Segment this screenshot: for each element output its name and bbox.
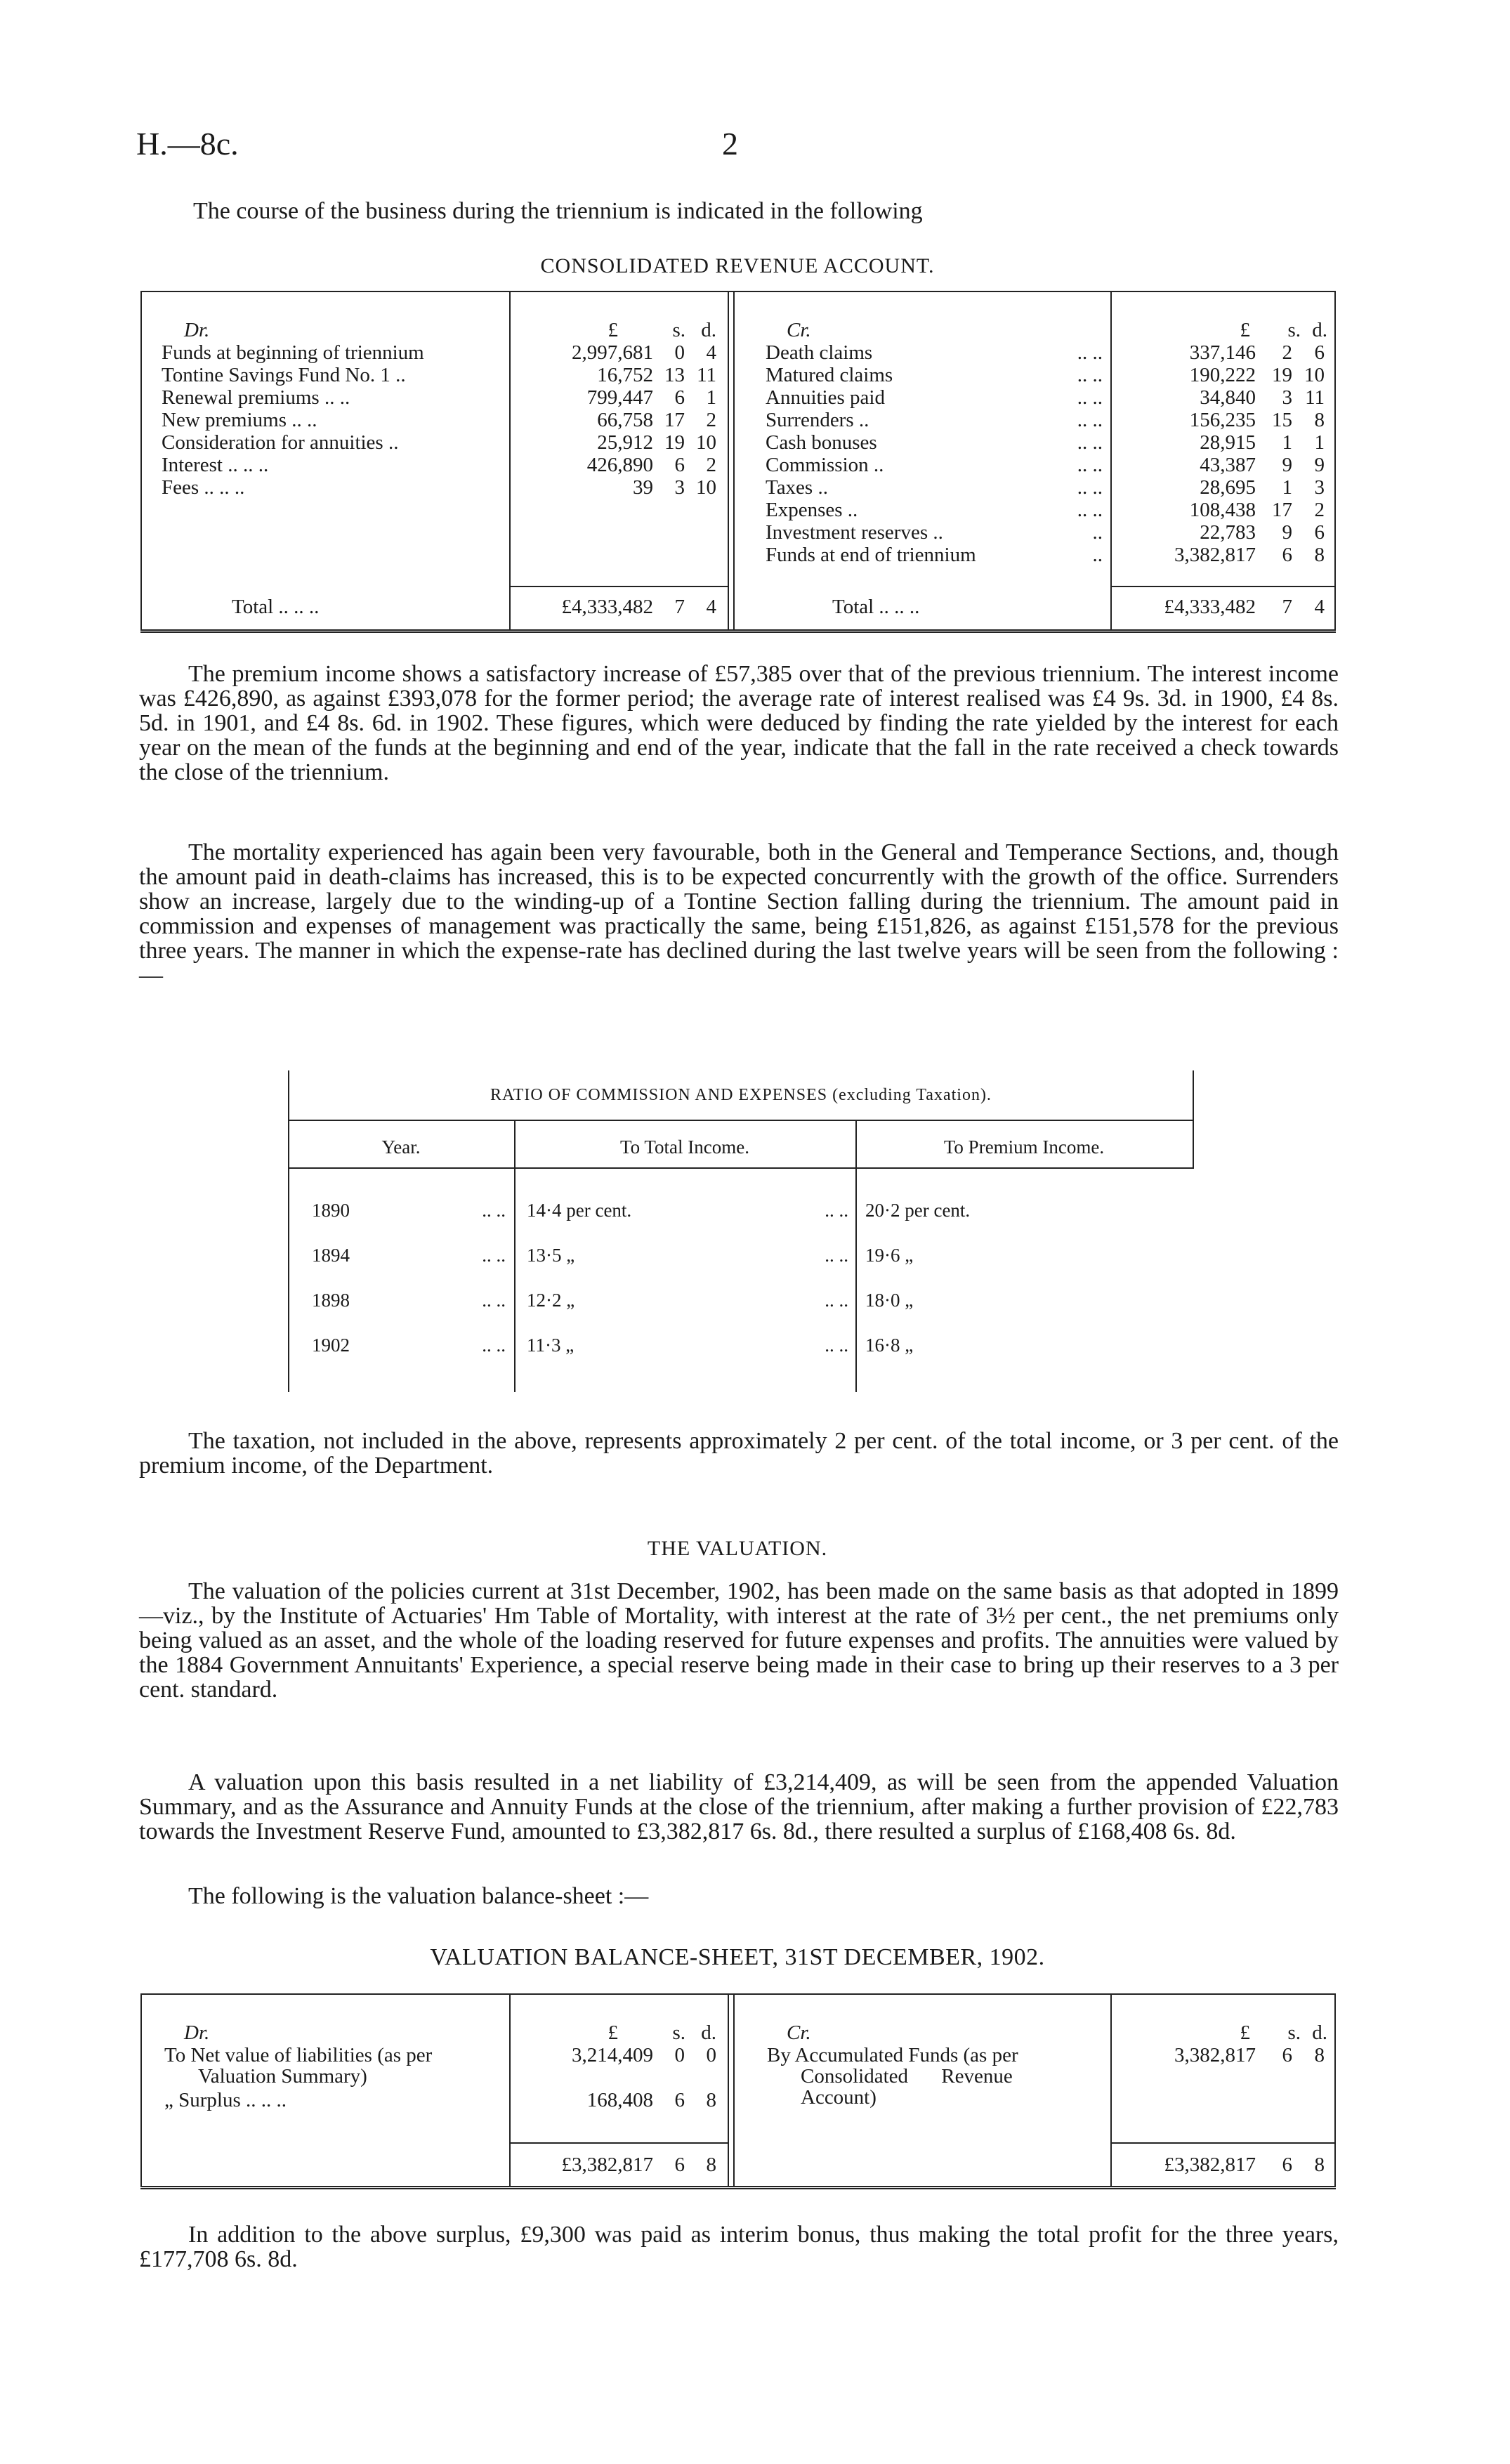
cr-pence: 6 bbox=[1314, 521, 1325, 544]
cr-shillings: 15 bbox=[1272, 409, 1292, 431]
total-income-cell: 12·2 „ bbox=[527, 1290, 575, 1311]
dr-row-label: Interest .. .. .. bbox=[162, 454, 269, 476]
premium-income-cell: 20·2 per cent. bbox=[865, 1200, 971, 1221]
cr-row-label: Matured claims bbox=[766, 364, 893, 386]
cr-pence: 3 bbox=[1314, 476, 1325, 499]
cr-shillings: 3 bbox=[1282, 386, 1292, 409]
total-income-column-header: To Total Income. bbox=[620, 1136, 749, 1158]
bs-dr-surplus-shillings: 6 bbox=[674, 2089, 685, 2111]
dr-row-label: Tontine Savings Fund No. 1 .. bbox=[162, 364, 406, 386]
cr-row-label: Expenses .. bbox=[766, 499, 858, 521]
paragraph-valuation-result: A valuation upon this basis resulted in a net liability of £3,214,409, as will be seen from the appended Valuation Summary, and as the Assurance and Annuity Funds at the close of the triennium, after making a further provision of £22,783 towards the Investment Reserve Fund, amounted to £3,382,817 6s. 8d., there resulted a surplus of £168,408 6s. 8d. bbox=[139, 1769, 1339, 1844]
cr-pounds: 28,695 bbox=[1200, 476, 1256, 499]
bs-dr-line2: Valuation Summary) bbox=[198, 2065, 367, 2088]
bs-cr-total-pence: 8 bbox=[1314, 2154, 1325, 2176]
cr-pence: 9 bbox=[1314, 454, 1325, 476]
cr-total-label: Total .. .. .. bbox=[832, 596, 920, 618]
dr-label: Dr. bbox=[184, 319, 210, 341]
cr-shillings: 9 bbox=[1282, 454, 1292, 476]
paragraph-valuation-basis: The valuation of the policies current at 31st December, 1902, has been made on the same basis as that adopted in 1899—viz., by the Institute of Actuaries' Hm Table of Mortality, with interest at the rate of 3½ per cent., the net premiums only being valued as an asset, and the whole of the loading reserved for future expenses and profits. The annuities were valued by the 1884 Government Annuitants' Experience, a special reserve being made in their case to bring up their reserves to a 3 per cent. standard. bbox=[139, 1578, 1339, 1703]
premium-income-cell: 18·0 „ bbox=[865, 1290, 914, 1311]
revenue-account-title: CONSOLIDATED REVENUE ACCOUNT. bbox=[540, 254, 935, 277]
cr-pence: 8 bbox=[1314, 409, 1325, 431]
dr-pounds: 16,752 bbox=[597, 364, 653, 386]
cr-pence: 6 bbox=[1314, 341, 1325, 364]
cr-total-pence: 4 bbox=[1314, 596, 1325, 618]
revenue-account-table bbox=[140, 291, 1336, 633]
cr-pence: 11 bbox=[1305, 386, 1325, 409]
dr-pounds: 66,758 bbox=[597, 409, 653, 431]
valuation-balance-sheet bbox=[140, 1993, 1336, 2189]
dr-row-label: Fees .. .. .. bbox=[162, 476, 245, 499]
dr-pence: 2 bbox=[706, 409, 716, 431]
dr-row-label: Renewal premiums .. .. bbox=[162, 386, 350, 409]
dr-pence: 1 bbox=[706, 386, 716, 409]
bs-pence-header: d. bbox=[701, 2021, 716, 2044]
cr-pounds: 3,382,817 bbox=[1174, 544, 1256, 566]
bs-cr-line2: Consolidated Revenue bbox=[801, 2065, 1013, 2088]
dr-total-label: Total .. .. .. bbox=[232, 596, 320, 618]
cr-shillings: 1 bbox=[1282, 476, 1292, 499]
dr-pounds: 2,997,681 bbox=[572, 341, 653, 364]
cr-row-label: Funds at end of triennium bbox=[766, 544, 976, 566]
cr-total-pounds: £4,333,482 bbox=[1164, 596, 1256, 618]
cr-row-label: Death claims bbox=[766, 341, 873, 364]
dr-pence: 2 bbox=[706, 454, 716, 476]
dr-row-label: New premiums .. .. bbox=[162, 409, 317, 431]
bs-cr-funds-pence: 8 bbox=[1314, 2044, 1325, 2066]
year-column-header: Year. bbox=[381, 1136, 421, 1158]
cr-row-dots: .. .. bbox=[1077, 454, 1103, 476]
dr-shillings: 13 bbox=[664, 364, 685, 386]
bs-cr-pence-header: d. bbox=[1312, 2021, 1327, 2044]
paragraph-taxation: The taxation, not included in the above, represents approximately 2 per cent. of the total income, or 3 per cent. of the premium income, of the Department. bbox=[139, 1428, 1339, 1479]
dr-pence: 10 bbox=[696, 476, 716, 499]
dr-pounds: 25,912 bbox=[597, 431, 653, 454]
total-dots: .. .. bbox=[825, 1200, 848, 1221]
document-reference: H.—8c. bbox=[136, 126, 239, 162]
cr-row-dots: .. .. bbox=[1077, 431, 1103, 454]
cr-shillings: 17 bbox=[1272, 499, 1292, 521]
ratio-table-title: RATIO OF COMMISSION AND EXPENSES (excluding Taxation). bbox=[490, 1086, 992, 1104]
bs-cr-total-shillings: 6 bbox=[1282, 2154, 1292, 2176]
dr-total-pence: 4 bbox=[706, 596, 716, 618]
bs-dr-liabilities-pence: 0 bbox=[706, 2044, 716, 2066]
cr-pounds: 34,840 bbox=[1200, 386, 1256, 409]
bs-dr-total-pounds: £3,382,817 bbox=[561, 2154, 653, 2176]
total-income-cell: 14·4 per cent. bbox=[527, 1200, 632, 1221]
cr-shillings: 1 bbox=[1282, 431, 1292, 454]
cr-row-label: Investment reserves .. bbox=[766, 521, 943, 544]
dr-shillings: 3 bbox=[674, 476, 685, 499]
cr-shillings: 6 bbox=[1282, 544, 1292, 566]
dr-pounds: 799,447 bbox=[586, 386, 653, 409]
cr-row-dots: .. .. bbox=[1077, 499, 1103, 521]
cr-row-label: Annuities paid bbox=[766, 386, 885, 409]
cr-shillings: 19 bbox=[1272, 364, 1292, 386]
dr-pence: 4 bbox=[706, 341, 716, 364]
year-dots: .. .. bbox=[482, 1245, 506, 1266]
total-dots: .. .. bbox=[825, 1335, 848, 1356]
balance-sheet-title: VALUATION BALANCE-SHEET, 31ST DECEMBER, 1902. bbox=[430, 1944, 1045, 1970]
premium-income-cell: 16·8 „ bbox=[865, 1335, 914, 1356]
cr-shillings: 2 bbox=[1282, 341, 1292, 364]
cr-row-label: Surrenders .. bbox=[766, 409, 869, 431]
bs-dr-surplus-pounds: 168,408 bbox=[586, 2089, 653, 2111]
cr-pence: 1 bbox=[1314, 431, 1325, 454]
dr-pence: 11 bbox=[697, 364, 716, 386]
premium-income-column-header: To Premium Income. bbox=[943, 1136, 1105, 1158]
year-cell: 1898 bbox=[312, 1290, 350, 1311]
page-number: 2 bbox=[722, 126, 738, 162]
total-dots: .. .. bbox=[825, 1290, 848, 1311]
cr-row-dots: .. .. bbox=[1077, 341, 1103, 364]
cr-row-dots: .. bbox=[1092, 544, 1103, 566]
dr-row-label: Consideration for annuities .. bbox=[162, 431, 399, 454]
cr-shillings: 9 bbox=[1282, 521, 1292, 544]
cr-pounds: 28,915 bbox=[1200, 431, 1256, 454]
cr-shilling-header: s. bbox=[1287, 319, 1301, 341]
bs-dr-surplus-pence: 8 bbox=[706, 2089, 716, 2111]
cr-pounds: 190,222 bbox=[1189, 364, 1256, 386]
dr-row-label: Funds at beginning of triennium bbox=[162, 341, 424, 364]
bs-cr-total-pounds: £3,382,817 bbox=[1164, 2154, 1256, 2176]
cr-row-label: Taxes .. bbox=[766, 476, 828, 499]
paragraph-mortality: The mortality experienced has again been very favourable, both in the General and Temperance Sections, and, though the amount paid in death-claims has increased, this is to be expected concurrently with the growth of the office. Surrenders show an increase, largely due to the winding-up of a Tontine Section falling during the triennium. The amount paid in commission and expenses of management was practically the same, being £151,826, as against £151,578 for the previous three years. The manner in which the expense-rate has declined during the last twelve years will be seen from the following :— bbox=[139, 839, 1339, 988]
cr-label: Cr. bbox=[787, 319, 811, 341]
year-cell: 1902 bbox=[312, 1335, 350, 1356]
cr-row-dots: .. bbox=[1092, 521, 1103, 544]
cr-pounds: 337,146 bbox=[1189, 341, 1256, 364]
bs-dr-liabilities-shillings: 0 bbox=[674, 2044, 685, 2066]
cr-row-dots: .. .. bbox=[1077, 409, 1103, 431]
bs-cr-funds-pounds: 3,382,817 bbox=[1174, 2044, 1256, 2066]
dr-total-pounds: £4,333,482 bbox=[561, 596, 653, 618]
cr-pence: 8 bbox=[1314, 544, 1325, 566]
bs-dr-total-pence: 8 bbox=[706, 2154, 716, 2176]
cr-pence-header: d. bbox=[1312, 319, 1327, 341]
bs-dr-liabilities-pounds: 3,214,409 bbox=[572, 2044, 653, 2066]
bs-cr-pound-header: £ bbox=[1240, 2021, 1250, 2044]
cr-total-shillings: 7 bbox=[1282, 596, 1292, 618]
intro-text: The course of the business during the triennium is indicated in the following bbox=[193, 198, 923, 224]
cr-pound-header: £ bbox=[1240, 319, 1250, 341]
bs-dr-total-shillings: 6 bbox=[674, 2154, 685, 2176]
cr-row-label: Commission .. bbox=[766, 454, 884, 476]
paragraph-balance-sheet-intro: The following is the valuation balance-sheet :— bbox=[188, 1883, 649, 1909]
cr-row-dots: .. .. bbox=[1077, 364, 1103, 386]
pound-header: £ bbox=[608, 319, 618, 341]
bs-dr-line1: To Net value of liabilities (as per bbox=[164, 2044, 433, 2066]
ratio-table bbox=[288, 1070, 1194, 1392]
dr-shillings: 0 bbox=[674, 341, 685, 364]
cr-pounds: 108,438 bbox=[1189, 499, 1256, 521]
dr-shillings: 19 bbox=[664, 431, 685, 454]
dr-shillings: 17 bbox=[664, 409, 685, 431]
shilling-header: s. bbox=[672, 319, 685, 341]
bs-pound-header: £ bbox=[608, 2021, 618, 2044]
cr-pounds: 22,783 bbox=[1200, 521, 1256, 544]
dr-shillings: 6 bbox=[674, 454, 685, 476]
cr-row-label: Cash bonuses bbox=[766, 431, 877, 454]
year-dots: .. .. bbox=[482, 1335, 506, 1356]
bs-cr-shilling-header: s. bbox=[1287, 2021, 1301, 2044]
cr-pounds: 156,235 bbox=[1189, 409, 1256, 431]
cr-pence: 10 bbox=[1304, 364, 1325, 386]
dr-total-shillings: 7 bbox=[674, 596, 685, 618]
bs-cr-line1: By Accumulated Funds (as per bbox=[767, 2044, 1018, 2066]
cr-row-dots: .. .. bbox=[1077, 386, 1103, 409]
dr-pence: 10 bbox=[696, 431, 716, 454]
bs-dr-line3: „ Surplus .. .. .. bbox=[164, 2089, 287, 2111]
cr-pence: 2 bbox=[1314, 499, 1325, 521]
paragraph-premium-income: The premium income shows a satisfactory increase of £57,385 over that of the previous triennium. The interest income was £426,890, as against £393,078 for the former period; the average rate of interest realised was £4 9s. 3d. in 1900, £4 8s. 5d. in 1901, and £4 8s. 6d. in 1902. These figures, which were deduced by finding the rate yielded by the interest for each year on the mean of the funds at the beginning and end of the year, indicate that the fall in the rate received a check towards the close of the triennium. bbox=[139, 661, 1339, 785]
year-dots: .. .. bbox=[482, 1200, 506, 1221]
bs-shilling-header: s. bbox=[672, 2021, 685, 2044]
year-dots: .. .. bbox=[482, 1290, 506, 1311]
cr-pounds: 43,387 bbox=[1200, 454, 1256, 476]
year-cell: 1894 bbox=[312, 1245, 350, 1266]
dr-shillings: 6 bbox=[674, 386, 685, 409]
bs-cr-line3: Account) bbox=[801, 2086, 877, 2109]
total-income-cell: 13·5 „ bbox=[527, 1245, 575, 1266]
valuation-heading: THE VALUATION. bbox=[647, 1537, 828, 1560]
dr-pounds: 426,890 bbox=[586, 454, 653, 476]
dr-pounds: 39 bbox=[633, 476, 653, 499]
premium-income-cell: 19·6 „ bbox=[865, 1245, 914, 1266]
bs-cr-funds-shillings: 6 bbox=[1282, 2044, 1292, 2066]
total-income-cell: 11·3 „ bbox=[527, 1335, 575, 1356]
pence-header: d. bbox=[701, 319, 716, 341]
bs-dr-label: Dr. bbox=[184, 2021, 210, 2044]
bs-cr-label: Cr. bbox=[787, 2021, 811, 2044]
paragraph-interim-bonus: In addition to the above surplus, £9,300 was paid as interim bonus, thus making the total profit for the three years, £177,708 6s. 8d. bbox=[139, 2222, 1339, 2272]
total-dots: .. .. bbox=[825, 1245, 848, 1266]
cr-row-dots: .. .. bbox=[1077, 476, 1103, 499]
year-cell: 1890 bbox=[312, 1200, 350, 1221]
